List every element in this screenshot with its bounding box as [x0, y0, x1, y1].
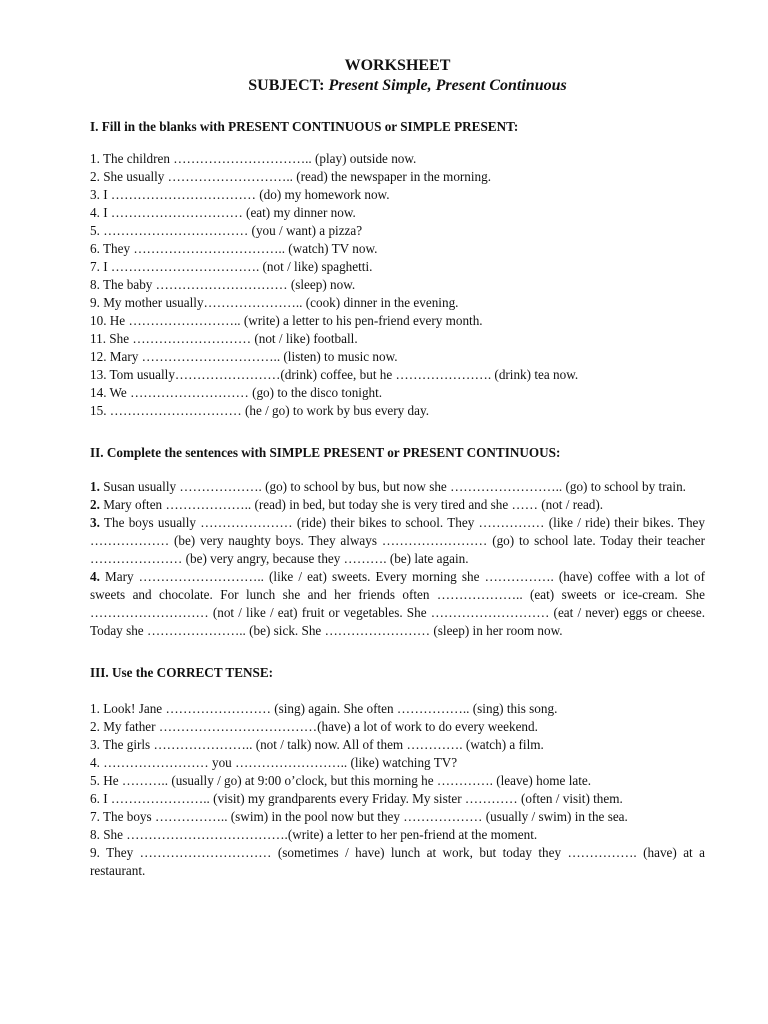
exercise-paragraph — [90, 478, 705, 496]
exercise-item: 7. The boys …………….. (swim) in the pool now but they ……………… (usually / swim) in the sea. — [90, 809, 628, 824]
subject-line — [110, 76, 705, 96]
exercise-item: 6. I ………………….. (visit) my grandparents every Friday. My sister ………… (often / visit) them. — [90, 791, 623, 806]
page-title: WORKSHEET — [344, 57, 451, 74]
exercise-item: 7. I ……………………………. (not / like) spaghetti. — [90, 259, 373, 274]
paragraph-text: The boys usually ………………… (ride) their bikes to school. They …………… (like / ride) their bikes. They ……………… (be) very naughty boys. They always …………………… (go) to school late. Today their teacher ………………… (be) very angry, because they ………. (be) late again. — [90, 515, 705, 566]
exercise-paragraph — [90, 496, 705, 514]
exercise-item: 12. Mary ………………………….. (listen) to music now. — [90, 349, 398, 364]
section-1-heading: I. Fill in the blanks with PRESENT CONTINUOUS or SIMPLE PRESENT: — [90, 119, 519, 134]
exercise-paragraph — [90, 568, 705, 640]
exercise-item: 8. The baby ………………………… (sleep) now. — [90, 277, 356, 292]
section-3-heading: III. Use the CORRECT TENSE: — [90, 665, 274, 680]
exercise-item: 10. He …………………….. (write) a letter to his pen-friend every month. — [90, 313, 483, 328]
paragraph-text: Mary often ……………….. (read) in bed, but today she is very tired and she …… (not / read). — [99, 497, 604, 512]
paragraph-number: 4. — [90, 569, 100, 584]
paragraph-number: 1. — [90, 479, 100, 494]
subject-value: Present Simple, Present Continuous — [328, 77, 567, 94]
exercise-item: 8. She ……………………………….(write) a letter to her pen-friend at the moment. — [90, 827, 538, 842]
paragraph-text: Mary ……………………….. (like / eat) sweets. Every morning she ……………. (have) coffee with a lot of sweets and chocolate. For lunch she and her friends often ……………….. (eat) sweets or ice-cream. She ……………………… (not / like / eat) fruit or vegetables. She ……………………… (eat / never) eggs or cheese. Today she ………………….. (be) sick. She …………………… (sleep) in her room now. — [90, 569, 705, 638]
exercise-item: 3. The girls ………………….. (not / talk) now. All of them …………. (watch) a film. — [90, 737, 544, 752]
exercise-paragraph — [90, 514, 705, 568]
worksheet-page — [90, 56, 705, 880]
exercise-item: 9. My mother usually………………….. (cook) dinner in the evening. — [90, 295, 459, 310]
exercise-item: 4. …………………… you …………………….. (like) watching TV? — [90, 755, 458, 770]
paragraph-text: Susan usually ………………. (go) to school by bus, but now she …………………….. (go) to school by train. — [99, 479, 686, 494]
exercise-item: 14. We ……………………… (go) to the disco tonight. — [90, 385, 383, 400]
exercise-item: 5. …………………………… (you / want) a pizza? — [90, 223, 363, 238]
paragraph-number: 3. — [90, 515, 100, 530]
section-2-body — [90, 478, 705, 640]
exercise-item: 13. Tom usually……………………(drink) coffee, but he …………………. (drink) tea now. — [90, 367, 579, 382]
exercise-item: 6. They …………………………….. (watch) TV now. — [90, 241, 378, 256]
exercise-item: 1. Look! Jane …………………… (sing) again. She often …………….. (sing) this song. — [90, 701, 558, 716]
exercise-item: 15. ………………………… (he / go) to work by bus every day. — [90, 403, 430, 418]
paragraph-number: 2. — [90, 497, 100, 512]
section-1-list — [90, 150, 705, 420]
section-3-list — [90, 700, 705, 880]
exercise-item: 4. I ………………………… (eat) my dinner now. — [90, 205, 356, 220]
section-2-heading: II. Complete the sentences with SIMPLE PRESENT or PRESENT CONTINUOUS: — [90, 445, 561, 460]
exercise-item: 2. She usually ……………………….. (read) the newspaper in the morning. — [90, 169, 492, 184]
exercise-item: 11. She ……………………… (not / like) football. — [90, 331, 358, 346]
exercise-item: 2. My father ………………………………(have) a lot of work to do every weekend. — [90, 719, 538, 734]
exercise-item: 5. He ……….. (usually / go) at 9:00 o’clock, but this morning he …………. (leave) home late. — [90, 773, 592, 788]
subject-label: SUBJECT: — [248, 77, 325, 94]
exercise-item: 9. They ………………………… (sometimes / have) lunch at work, but today they ……………. (have) at a restaurant. — [90, 845, 705, 878]
exercise-item: 3. I …………………………… (do) my homework now. — [90, 187, 390, 202]
exercise-item: 1. The children ………………………….. (play) outside now. — [90, 151, 417, 166]
